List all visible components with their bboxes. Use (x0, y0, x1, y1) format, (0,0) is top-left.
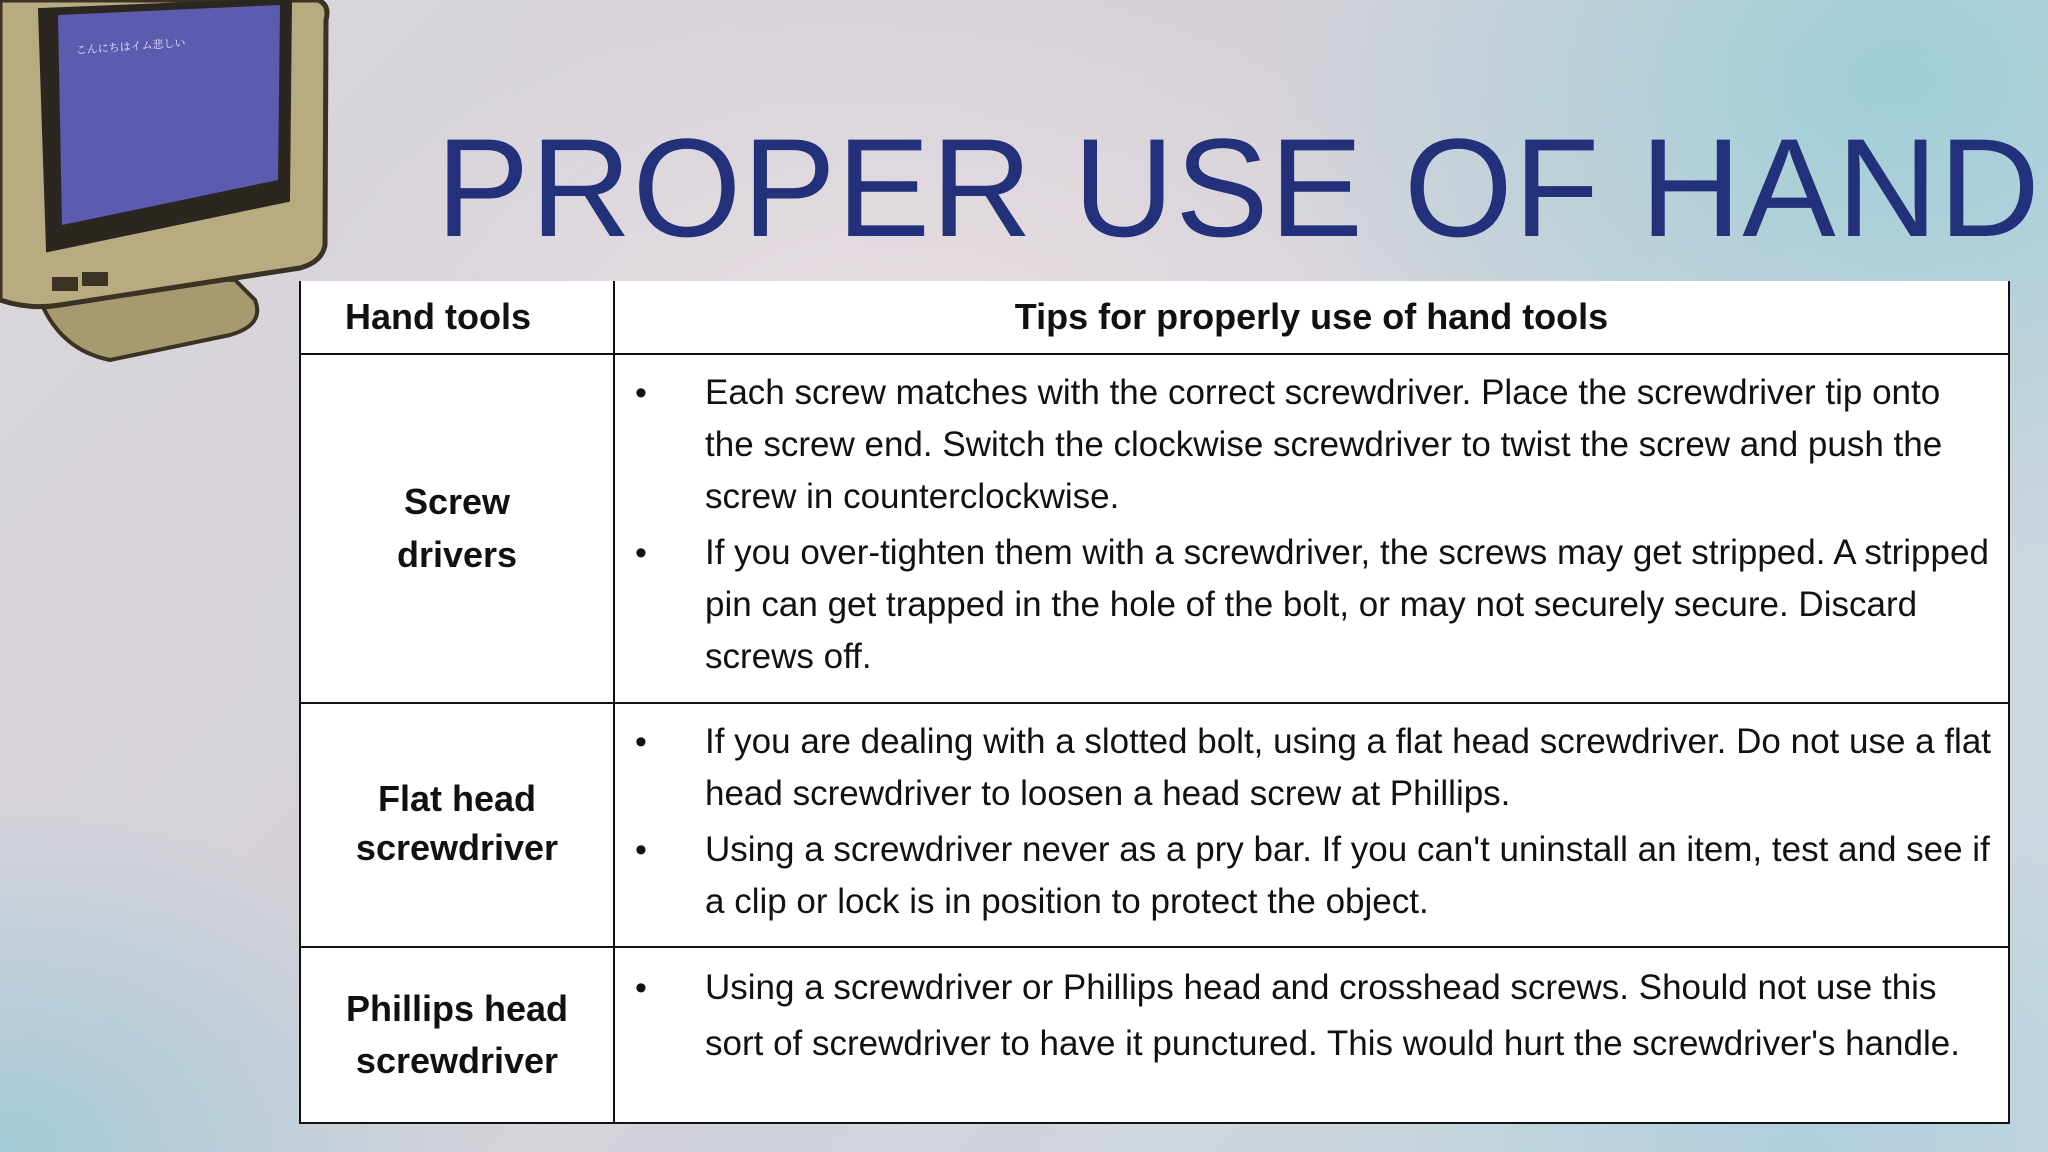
tips-cell (614, 703, 2009, 947)
hand-tools-table (299, 281, 2010, 1124)
slide-title: PROPER USE OF HAND (436, 109, 2041, 266)
tool-name: Screw drivers (396, 481, 518, 575)
table-row-screw-drivers (300, 354, 2009, 703)
tips-list (615, 960, 1998, 1072)
tips-cell (614, 947, 2009, 1123)
tips-cell (614, 354, 2009, 703)
table-row-flat-head (300, 703, 2009, 947)
tip-item: • If you over-tighten them with a screwdriver, the screws may get stripped. A stripped pin can get trapped in the hole of the bolt, or may not securely secure. Discard screws off. (615, 527, 1998, 683)
tip-item: • Using a screwdriver or Phillips head and crosshead screws. Should not use this sort of screwdriver to have it punctured. This would hurt the screwdriver's handle. (615, 960, 1998, 1072)
tips-list (615, 716, 1998, 928)
table-row-phillips-head (300, 947, 2009, 1123)
column-header-hand-tools: Hand tools (300, 281, 614, 354)
tool-name-cell (300, 703, 614, 947)
tip-item: • If you are dealing with a slotted bolt, using a flat head screwdriver. Do not use a flat head screwdriver to loosen a head screw at Phillips. (615, 716, 1998, 820)
tool-name: Phillips head screwdriver (345, 987, 569, 1081)
tip-item: • Using a screwdriver never as a pry bar. If you can't uninstall an item, test and see if a clip or lock is in position to protect the object. (615, 824, 1998, 928)
tool-name-cell (300, 947, 614, 1123)
tool-name: Flat head screwdriver (355, 778, 559, 868)
monitor-screen-text: こんにちはイム悲しい (75, 36, 186, 57)
retro-computer-monitor-illustration (0, 0, 340, 370)
tool-name-cell (300, 354, 614, 703)
tip-item: • Each screw matches with the correct screwdriver. Place the screwdriver tip onto the screw end. Switch the clockwise screwdriver to twist the screw and push the screw in counterclockwise. (615, 367, 1998, 523)
column-header-tips: Tips for properly use of hand tools (614, 281, 2009, 354)
table-header-row (300, 281, 2009, 354)
tips-list (615, 367, 1998, 683)
